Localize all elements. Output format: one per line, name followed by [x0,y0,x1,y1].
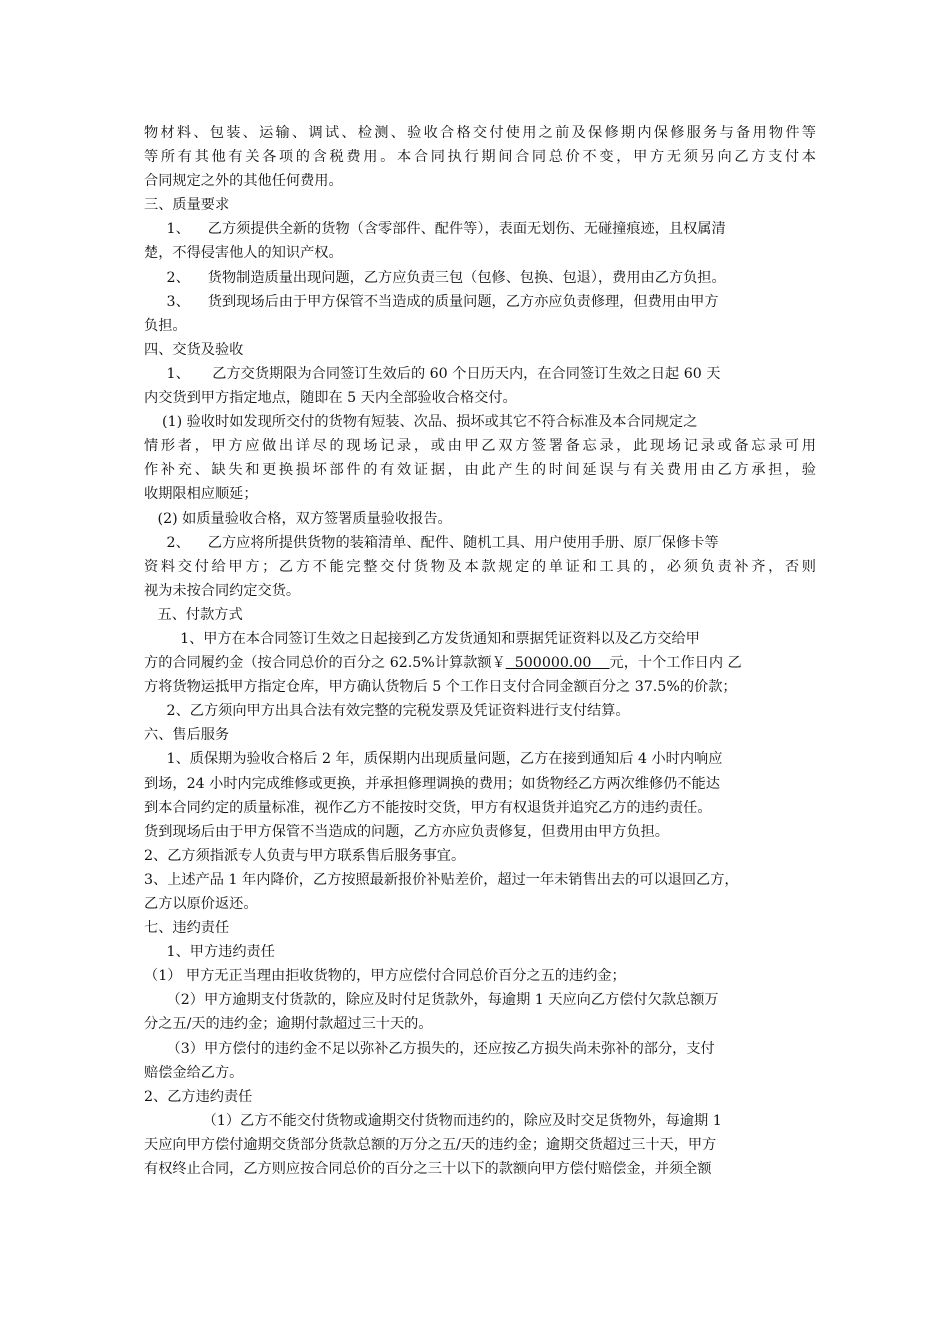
text-line [144,603,816,627]
line-text: 1、 乙方交货期限为合同签订生效后的 60 个日历天内，在合同签订生效之日起 60 天 [144,365,721,382]
line-text: (2) 如质量验收合格，双方签署质量验收报告。 [144,510,452,527]
text-line [144,988,816,1012]
text-line [144,675,816,699]
line-text: 五、付款方式 [144,606,243,623]
line-text: 3、 货到现场后由于甲方保管不当造成的质量问题，乙方亦应负责修理，但费用由甲方 [144,293,719,310]
line-text: (1) 验收时如发现所交付的货物有短装、次品、损坏或其它不符合标准及本合同规定之 [144,414,698,431]
line-text: 乙方以原价返还。 [144,896,258,912]
text-line [144,241,816,265]
line-text: 2、 货物制造质量出现问题，乙方应负责三包（包修、包换、包退），费用由乙方负担。 [144,269,726,286]
line-text: 1、甲方违约责任 [144,944,275,961]
line-text: （1）乙方不能交付货物或逾期交付货物而违约的，除应及时交足货物外，每逾期 1 [144,1112,722,1129]
line-text: 赔偿金给乙方。 [144,1064,244,1081]
line-text: 等所有其他有关各项的含税费用。本合同执行期间合同总价不变，甲方无须另向乙方支付本 [144,149,816,166]
line-text: （1） 甲方无正当理由拒收货物的，甲方应偿付合同总价百分之五的违约金； [144,968,626,985]
line-text: 三、质量要求 [144,197,230,214]
text-line [144,579,816,603]
line-text: 负担。 [144,317,187,334]
text-line [144,723,816,747]
line-text-after: 元，十个工作日内 乙 [609,655,742,672]
text-line [144,386,816,410]
line-text: 1、 乙方须提供全新的货物（含零部件、配件等），表面无划伤、无碰撞痕迹，且权属清 [144,221,726,238]
line-text: 物材料、包装、运输、调试、检测、验收合格交付使用之前及保修期内保修服务与备用物件等 [144,125,816,141]
text-line [144,434,816,458]
line-text: 资料交付给甲方；乙方不能完整交付货物及本款规定的单证和工具的，必须负责补齐，否则 [144,558,816,575]
text-line [144,699,816,723]
text-line [144,1061,816,1085]
line-text: 3、上述产品 1 年内降价，乙方按照最新报价补贴差价，超过一年未销售出去的可以退回乙方， [144,871,739,888]
line-text: 到场，24 小时内完成维修或更换，并承担修理调换的费用；如货物经乙方两次维修仍不能达 [144,775,720,792]
text-line [144,892,816,916]
text-line [144,747,816,771]
text-line [144,772,816,796]
line-text: 作补充、缺失和更换损坏部件的有效证据，由此产生的时间延误与有关费用由乙方承担，验 [144,462,816,479]
line-text: 四、交货及验收 [144,341,244,358]
text-line [144,651,816,675]
line-text: 合同规定之外的其他任何费用。 [144,173,343,190]
text-line [144,338,816,362]
text-line [144,627,816,651]
line-text: 1、甲方在本合同签订生效之日起接到乙方发货通知和票据凭证资料以及乙方交给甲 [144,630,700,647]
text-line [144,145,816,169]
text-line [144,121,816,145]
line-text: （3）甲方偿付的违约金不足以弥补乙方损失的，还应按乙方损失尚未弥补的部分，支付 [144,1040,715,1057]
text-line [144,868,816,892]
text-line [144,1037,816,1061]
contract-amount: 500000.00 [505,655,610,672]
text-line [144,193,816,217]
text-line [144,1133,816,1157]
text-line [144,169,816,193]
line-text: 分之五/天的违约金；逾期付款超过三十天的。 [144,1016,433,1033]
line-text: 2、 乙方应将所提供货物的装箱清单、配件、随机工具、用户使用手册、原厂保修卡等 [144,534,719,551]
document-body [144,121,816,1181]
line-text: 到本合同约定的质量标准，视作乙方不能按时交货，甲方有权退货并追究乙方的违约责任。 [144,799,712,816]
text-line [144,796,816,820]
text-line [144,1109,816,1133]
line-text: 内交货到甲方指定地点，随即在 5 天内全部验收合格交付。 [144,390,517,407]
line-text: 六、售后服务 [144,727,230,744]
text-line [144,1157,816,1181]
text-line [144,266,816,290]
line-text: 收期限相应顺延； [144,486,258,503]
text-line [144,217,816,241]
line-text: 情形者，甲方应做出详尽的现场记录，或由甲乙双方签署备忘录，此现场记录或备忘录可用 [144,438,816,455]
line-text: 2、乙方须指派专人负责与甲方联系售后服务事宜。 [144,847,466,864]
text-line [144,964,816,988]
text-line [144,1012,816,1036]
line-text: 货到现场后由于甲方保管不当造成的问题，乙方亦应负责修复，但费用由甲方负担。 [144,823,669,840]
line-text: 方将货物运抵甲方指定仓库，甲方确认货物后 5 个工作日支付合同金额百分之 37.5%的价款； [144,679,737,696]
text-line [144,940,816,964]
line-text: 2、乙方违约责任 [144,1088,253,1105]
line-text: 1、质保期为验收合格后 2 年，质保期内出现质量问题，乙方在接到通知后 4 小时内响应 [144,751,723,768]
text-line [144,290,816,314]
text-line [144,1085,816,1109]
line-text: 方的合同履约金（按合同总价的百分之 62.5%计算款额￥ [144,655,506,672]
text-line [144,482,816,506]
text-line [144,555,816,579]
text-line [144,362,816,386]
text-line [144,507,816,531]
line-text: 楚，不得侵害他人的知识产权。 [144,245,343,262]
line-text: 天应向甲方偿付逾期交货部分货款总额的万分之五/天的违约金；逾期交货超过三十天，甲方 [144,1136,717,1153]
line-text: 七、违约责任 [144,920,230,937]
text-line [144,458,816,482]
line-text: （2）甲方逾期支付货款的，除应及时付足货款外，每逾期 1 天应向乙方偿付欠款总额万 [144,992,719,1009]
text-line [144,410,816,434]
text-line [144,916,816,940]
text-line [144,531,816,555]
text-line [144,314,816,338]
line-text: 视为未按合同约定交货。 [144,582,301,599]
text-line [144,820,816,844]
line-text: 有权终止合同，乙方则应按合同总价的百分之三十以下的款额向甲方偿付赔偿金，并须全额 [144,1161,712,1178]
line-text: 2、乙方须向甲方出具合法有效完整的完税发票及凭证资料进行支付结算。 [144,703,630,720]
text-line [144,844,816,868]
